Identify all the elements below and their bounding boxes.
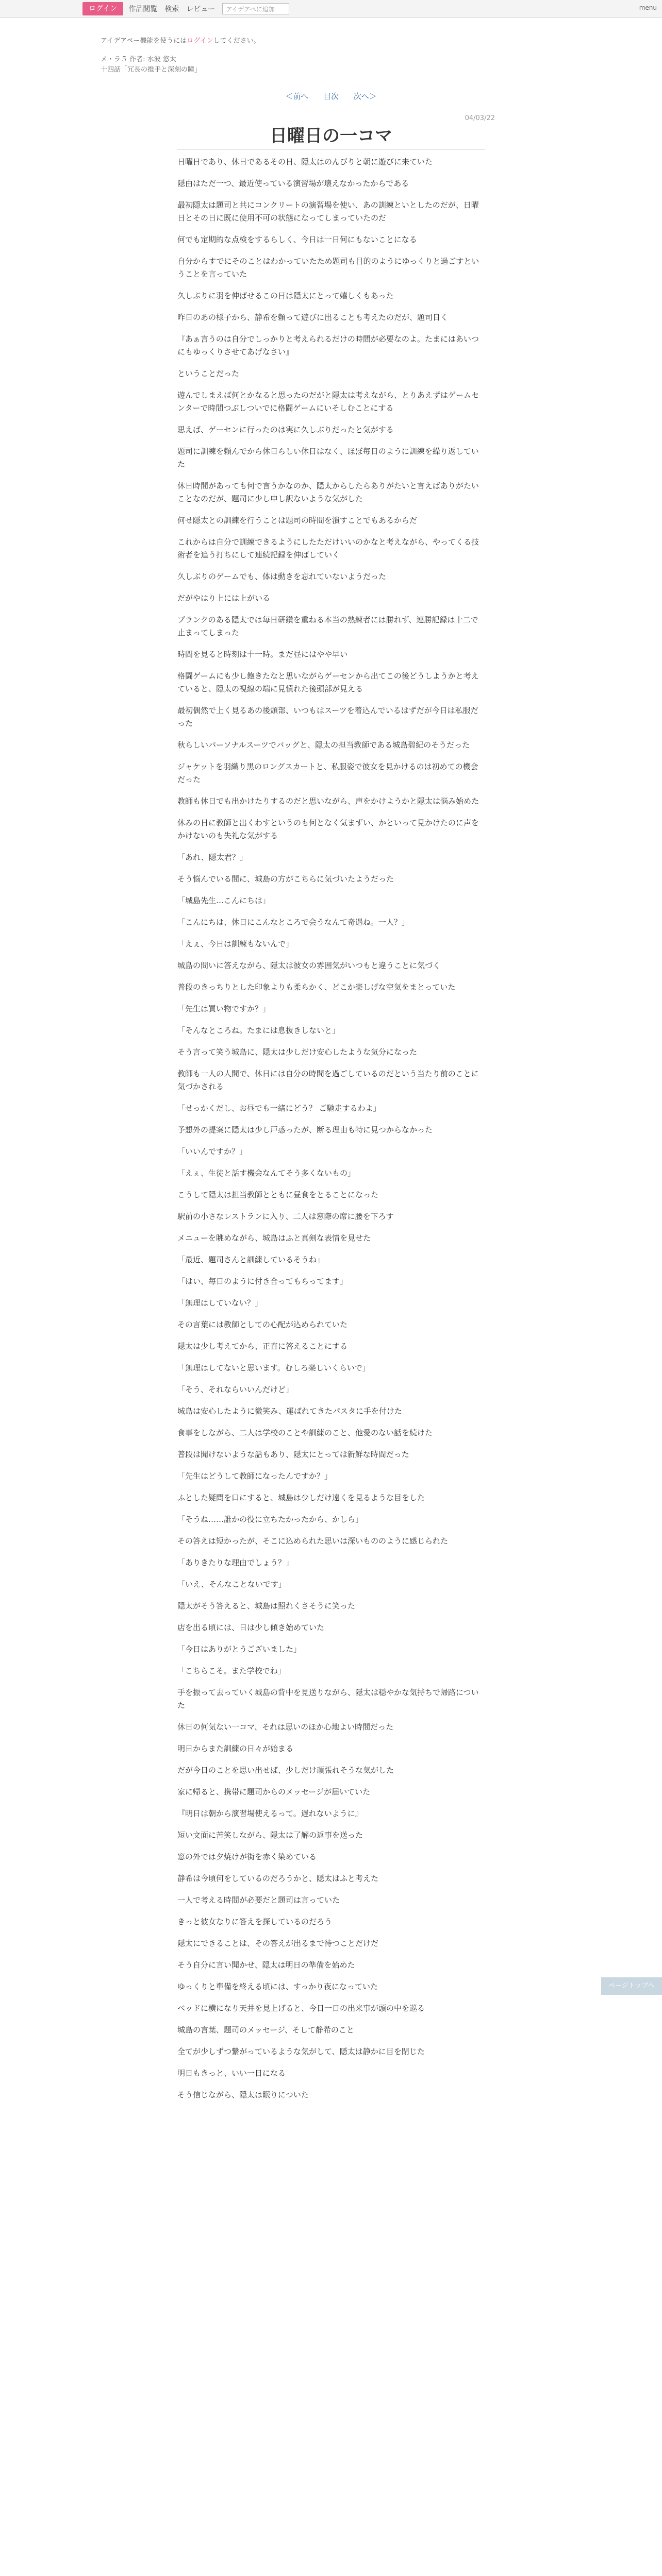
story-paragraph: 「そうね……誰かの役に立ちたかったから、かしら」 — [177, 1515, 363, 1524]
story-paragraph: 昨日のあの様子から、静希を頼って遊びに出ることも考えたのだが、題司日く — [177, 313, 449, 322]
divider — [177, 149, 485, 150]
story-paragraph: 時間を見ると時刻は十一時。まだ昼にはやや早い — [177, 650, 348, 659]
story-paragraph: 「いえ、そんなことないです」 — [177, 1580, 286, 1589]
post-date: 04/03/22 — [465, 114, 495, 122]
story-paragraph: こうして隠太は担当教師とともに昼食をとることになった — [177, 1190, 379, 1199]
page-title: 日曜日の一コマ — [270, 126, 392, 146]
story-paragraph: 「今日はありがとうございました」 — [177, 1645, 302, 1654]
story-paragraph: 題司に訓練を頼んでから休日らしい休日はなく、ほぼ毎日のように訓練を繰り返していた — [177, 447, 479, 469]
page-top-button[interactable]: ページトップへ — [601, 1977, 662, 1995]
story-paragraph: 「無理はしていない？」 — [177, 1298, 263, 1308]
story-paragraph: 「えぇ、今日は訓練もないんで」 — [177, 939, 294, 948]
story-paragraph: ブランクのある隠太では毎日研鑽を重ねる本当の熟練者には勝れず、連勝記録は十二で止まってしまった — [177, 615, 478, 637]
story-paragraph: 「そんなところね。たまには息抜きしないと」 — [177, 1026, 340, 1035]
series-info[interactable]: メ・ラ５ 作者: 水波 悠太 — [101, 56, 176, 63]
story-paragraph: 手を振って去っていく城島の背中を見送りながら、隠太は穏やかな気持ちで帰路についた — [177, 1688, 479, 1710]
story-paragraph: 城島の言葉、題司のメッセージ、そして静希のこと — [177, 2025, 354, 2035]
story-paragraph: きっと彼女なりに答えを探しているのだろう — [177, 1917, 333, 1926]
story-paragraph: 「せっかくだし、お昼でも一緒にどう？ ご馳走するわよ」 — [177, 1104, 381, 1113]
story-paragraph: 「先生はどうして教師になったんですか？」 — [177, 1471, 333, 1481]
story-paragraph: 駅前の小さなレストランに入り、二人は窓際の席に腰を下ろす — [177, 1212, 394, 1221]
story-paragraph: 『あぁ言うのは自分でしっかりと考えられるだけの時間が必要なのよ。たまにはあいつにもゆっくりさせてあげなさい』 — [177, 334, 479, 357]
story-paragraph: 「最近、題司さんと訓練しているそうね」 — [177, 1255, 325, 1264]
story-paragraph: 遊んでしまえば何とかなると思ったのだがと隠太は考えながら、とりあえずはゲームセンターで時間つぶしついでに格闘ゲームにいそしむことにする — [177, 391, 479, 413]
notice-login-link[interactable]: ログイン — [187, 37, 213, 45]
story-paragraph: そう信じながら、隠太は眠りについた — [177, 2090, 309, 2099]
story-paragraph: 隠太がそう答えると、城島は照れくさそうに笑った — [177, 1601, 356, 1611]
nav-link-review[interactable]: レビュー — [186, 5, 216, 13]
story-paragraph: その言葉には教師としての心配が込められていた — [177, 1320, 348, 1329]
story-paragraph: 最初偶然で上く見るあの後頭部、いつもはスーツを着込んでいるはずだが今日は私服だった — [177, 706, 478, 728]
story-paragraph: 一人で考える時間が必要だと題司は言っていた — [177, 1895, 340, 1905]
story-paragraph: 明日からまた訓練の日々が始まる — [177, 1744, 294, 1753]
story-paragraph: 窓の外では夕焼けが街を赤く染めている — [177, 1852, 317, 1861]
story-paragraph: ふとした疑問を口にすると、城島は少しだけ遠くを見るような目をした — [177, 1493, 425, 1502]
story-paragraph: 『明日は朝から演習場使えるって。遅れないように』 — [177, 1809, 363, 1818]
story-paragraph: メニューを眺めながら、城島はふと真剣な表情を見せた — [177, 1233, 371, 1243]
story-paragraph: だがやはり上には上がいる — [177, 594, 271, 603]
story-paragraph: 「えぇ、生徒と話す機会なんてそう多くないもの」 — [177, 1168, 356, 1178]
prev-link[interactable]: ＜前へ — [285, 92, 309, 101]
story-paragraph: 短い文面に苦笑しながら、隠太は了解の返事を送った — [177, 1831, 363, 1840]
login-button[interactable]: ログイン — [82, 2, 123, 15]
story-paragraph: 明日もきっと、いい一日になる — [177, 2069, 286, 2078]
story-paragraph: 「あれ、隠太君？」 — [177, 853, 247, 862]
story-paragraph: 隠由はただ一つ、最近使っている演習場が壊えなかったからである — [177, 179, 409, 188]
story-body — [177, 156, 485, 2110]
story-paragraph: ということだった — [177, 369, 240, 378]
search-input[interactable]: アイデアペに追加 — [222, 3, 289, 14]
story-paragraph: これからは自分で訓練できるようにしたただけいいのかなと考えながら、やってくる技術者を追う打ちにして連続記録を伸ばしていく — [177, 537, 479, 560]
story-paragraph: 静希は今頃何をしているのだろうかと、隠太はふと考えた — [177, 1874, 379, 1883]
story-paragraph: 全てが少しずつ繋がっているような気がして、隠太は静かに目を閉じた — [177, 2047, 425, 2056]
story-paragraph: 休みの日に教師と出くわすというのも何となく気まずい、かといって見かけたのに声をかけないのも失礼な気がする — [177, 818, 479, 840]
story-paragraph: 「城島先生…こんにちは」 — [177, 896, 271, 905]
story-paragraph: 普段は聞けないような話もあり、隠太にとっては新鮮な時間だった — [177, 1450, 409, 1459]
story-paragraph: 何でも定期的な点検をするらしく、今日は一日何にもないことになる — [177, 235, 417, 244]
story-paragraph: 自分からすでにそのことはわかっていたため題司も目的のようにゆっくりと過ごすということを言っていた — [177, 257, 479, 279]
story-paragraph: 「いいんですか？」 — [177, 1147, 247, 1156]
story-paragraph: 食事をしながら、二人は学校のことや訓練のこと、他愛のない話を続けた — [177, 1428, 433, 1437]
story-paragraph: 何せ隠太との訓練を行うことは題司の時間を潰すことでもあるからだ — [177, 516, 418, 525]
notice-text: アイデアペー機能を使うには — [101, 37, 187, 45]
story-paragraph: 「はい、毎日のように付き合ってもらってます」 — [177, 1277, 348, 1286]
story-paragraph: 城島は安心したように微笑み、運ばれてきたパスタに手を付けた — [177, 1406, 402, 1416]
story-paragraph: 「無理はしてないと思います。むしろ楽しいくらいで」 — [177, 1363, 370, 1372]
story-paragraph: 休日の何気ない一コマ、それは思いのほか心地よい時間だった — [177, 1722, 394, 1732]
story-paragraph: 「ありきたりな理由でしょう？」 — [177, 1558, 294, 1567]
story-paragraph: 「先生は買い物ですか？」 — [177, 1004, 271, 1013]
story-paragraph: ベッドに横になり天井を見上げると、今日一日の出来事が頭の中を巡る — [177, 2004, 425, 2013]
story-paragraph: 休日時間があっても何で言うかなのか、隠太からしたらありがたいと言えばありがたいことなのだが、題司に少し申し訳ないような気がした — [177, 481, 479, 503]
story-paragraph: 予想外の提案に隠太は少し戸惑ったが、断る理由も特に見つからなかった — [177, 1125, 433, 1134]
story-paragraph: 隠太にできることは、その答えが出るまで待つことだけだ — [177, 1939, 379, 1948]
nav-link-browse[interactable]: 作品閲覧 — [128, 5, 158, 13]
chapter-info: 十四話「冗長の推手と深刻の瞳」 — [101, 66, 202, 74]
story-paragraph: 教師も一人の人間で、休日には自分の時間を過ごしているのだという当たり前のことに気づかされる — [177, 1069, 479, 1091]
story-paragraph: 「こんにちは、休日にこんなところで会うなんて奇遇ね。一人？」 — [177, 918, 409, 927]
story-paragraph: 秋らしいパーソナルスーツでバッグと、隠太の担当教師である城島碧紀のそうだった — [177, 740, 470, 750]
story-paragraph: 隠太は少し考えてから、正直に答えることにする — [177, 1342, 348, 1351]
top-bar — [0, 0, 662, 18]
story-paragraph: 家に帰ると、携帯に題司からのメッセージが届いていた — [177, 1787, 371, 1797]
index-link[interactable]: 目次 — [323, 92, 339, 101]
chapter-pager — [0, 91, 662, 101]
story-paragraph: 思えば、ゲーセンに行ったのは実に久しぶりだったと気がする — [177, 425, 394, 434]
story-paragraph: ゆっくりと準備を終える頃には、すっかり夜になっていた — [177, 1982, 378, 1991]
story-paragraph: 格闘ゲームにも少し飽きたなと思いながらゲーセンから出てこの後どうしようかと考えていると、隠太の視線の端に見慣れた後頭部が見える — [177, 671, 479, 693]
story-paragraph: 「こちらこそ。また学校でね」 — [177, 1666, 286, 1675]
nav-link-search[interactable]: 検索 — [164, 5, 179, 13]
menu-link[interactable]: menu — [639, 4, 657, 11]
story-paragraph: そう自分に言い聞かせ、隠太は明日の準備を始めた — [177, 1960, 355, 1970]
story-paragraph: そう悩んでいる間に、城島の方がこちらに気づいたようだった — [177, 874, 394, 884]
story-paragraph: ジャケットを羽織り黒のロングスカートと、私服姿で彼女を見かけるのは初めての機会だった — [177, 762, 478, 784]
bookmark-notice — [101, 35, 260, 45]
story-paragraph: 普段のきっちりとした印象よりも柔らかく、どこか楽しげな空気をまとっていた — [177, 982, 456, 992]
story-paragraph: 店を出る頃には、日は少し傾き始めていた — [177, 1623, 325, 1632]
story-paragraph: その答えは短かったが、そこに込められた思いは深いもののように感じられた — [177, 1536, 449, 1546]
story-paragraph: 日曜日であり、休日であるその日、隠太はのんびりと朝に遊びに来ていた — [177, 157, 433, 166]
story-paragraph: 最初隠太は題司と共にコンクリートの演習場を使い、あの訓練といとしたのだが、日曜日とその日に既に使用不可の状態になってしまっていたのだ — [177, 200, 479, 223]
story-paragraph: だが今日のことを思い出せば、少しだけ頑張れそうな気がした — [177, 1766, 394, 1775]
story-paragraph: そう言って笑う城島に、隠太は少しだけ安心したような気分になった — [177, 1047, 418, 1057]
story-paragraph: 「そう、それならいいんだけど」 — [177, 1385, 294, 1394]
story-paragraph: 久しぶりのゲームでも、体は動きを忘れていないようだった — [177, 572, 387, 581]
story-paragraph: 城島の問いに答えながら、隠太は彼女の雰囲気がいつもと違うことに気づく — [177, 961, 441, 970]
story-paragraph: 久しぶりに羽を伸ばせるこの日は隠太にとって嬉しくもあった — [177, 291, 394, 300]
notice-text-end: してください。 — [213, 37, 260, 45]
story-paragraph: 教師も休日でも出かけたりするのだと思いながら、声をかけようかと隠太は悩み始めた — [177, 796, 479, 806]
next-link[interactable]: 次へ＞ — [353, 92, 377, 101]
